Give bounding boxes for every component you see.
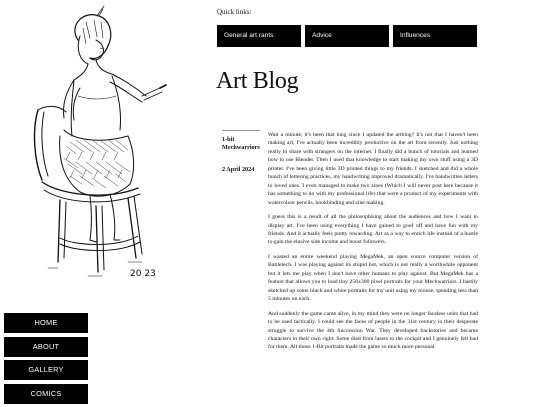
post-date: 2 April 2024	[222, 166, 255, 173]
meta-divider	[222, 130, 260, 131]
quick-link-advice[interactable]: Advice	[305, 25, 389, 47]
post-author: 1-bit Mechwarriors	[222, 136, 260, 151]
nav-home-button[interactable]: HOME	[4, 313, 88, 333]
header-illustration	[0, 0, 210, 300]
post-body	[268, 131, 478, 405]
quick-links-bar	[217, 25, 477, 47]
quick-links-label: Quick links:	[217, 8, 252, 16]
post-paragraph: Wait a minute, it's been that long since I updated the artblog? It's not that I haven't been making art, I've actually been incredibly productive on the art front recently. Just nothing really to share with strangers on the internet. I finally did a bunch of tutorials and learned how to use Blender. Then I used that knowledge to start making my own stuff using a 3D printer. I've been giving little 3D printed things to my friends. I sketched and did a whole bunch of lettering practices, my handwriting improved dramatically. I've handwritten letters to loved ones. I even managed to make two zines (Which I will never post here because it has something to do with my professional life) that were a product of my experiments with watercolour pencils, bookbinding and zine making.	[268, 132, 478, 206]
quick-link-influences[interactable]: Influences	[393, 25, 477, 47]
nav-gallery-button[interactable]: GALLERY	[4, 360, 88, 380]
side-navigation	[4, 313, 88, 407]
signature: 20 23	[130, 269, 156, 279]
post-paragraph: I wasted an entire weekend playing MegaMek, an open source computer version of Battletech. I was playing against its stupid bot, which is not really a worthwhile opponent but it lets me play when I don't have other humans to play against. But MegaMek has a feature that allows you to load tiny 256x300 pixel portraits for your Mechwarriors. I hastily sketched up some black and white portraits for my unit using my mouse, spending less than 5 minutes on each.	[268, 253, 478, 303]
post-paragraph: And suddenly the game came alive, in my mind they were no longer faceless units that had to be used tactically. I could see the faces of people in the 31st century in their desperate struggle to survive the 4th Succession War. They developed backstories and became characters in their own right. Some died from lasers to the cockpit and I genuinely felt bad for them. All those 1-Bit portraits made the game so much more personal.	[268, 310, 478, 351]
nav-about-button[interactable]: ABOUT	[4, 337, 88, 357]
post-meta	[222, 130, 262, 174]
nav-comics-button[interactable]: COMICS	[4, 384, 88, 404]
page-title: Art Blog	[216, 68, 299, 94]
quick-link-general-art-rants[interactable]: General art rants	[217, 25, 301, 47]
post-paragraph: I guess this is a result of all the philosophising about the audiences and how I want to display art. I've been using everything I have gained to goof off and have fun with my friends. And it actually feels pretty rewarding. Art as a way to enrich life instead of a hustle to gain the elusive side income and boost followers.	[268, 214, 478, 246]
